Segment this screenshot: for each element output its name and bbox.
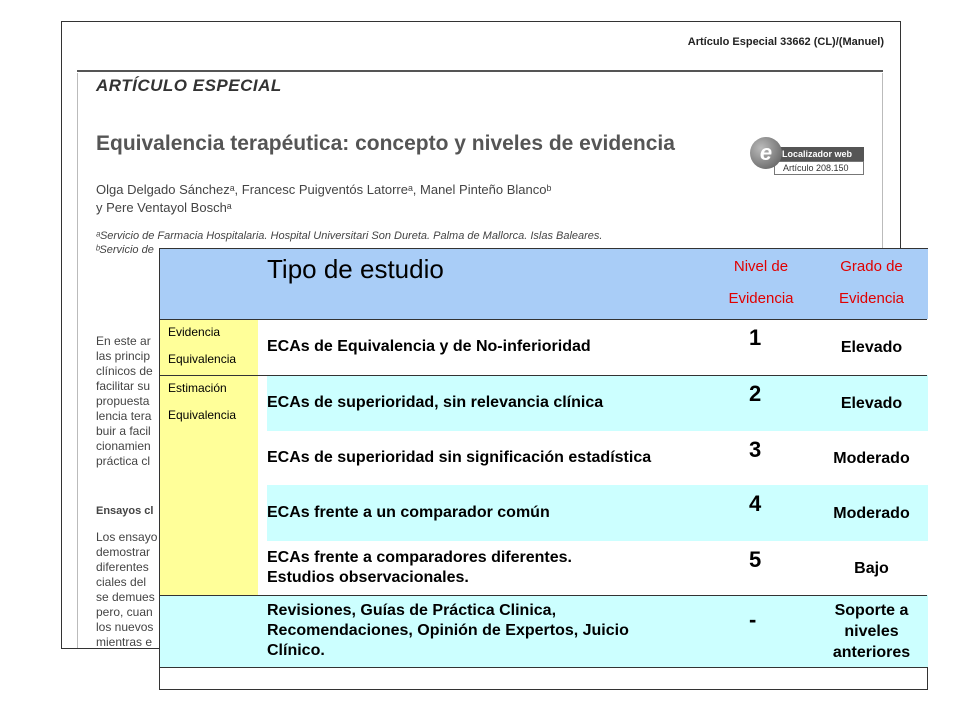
- section-label: ARTÍCULO ESPECIAL: [96, 76, 282, 95]
- article-body: [96, 530, 166, 649]
- table-row-6-grade: [815, 595, 928, 667]
- body-line: cionamien: [96, 439, 151, 453]
- table-row-1-study: [267, 319, 707, 375]
- affiliation-b: ᵇServicio de: [96, 244, 154, 256]
- header-line: Nivel de: [733, 258, 789, 275]
- body-line: se demues: [96, 590, 155, 604]
- header-rule: [77, 70, 883, 72]
- study-line: ECAs de superioridad sin significación estadística: [267, 449, 652, 466]
- body-line: propuesta: [96, 394, 150, 408]
- body-line: clínicos de: [96, 364, 153, 378]
- table-row-3-study: [267, 431, 707, 485]
- row-divider: [160, 319, 927, 320]
- category-evidencia-equivalencia: [160, 319, 258, 375]
- body-line: Los ensayo: [96, 530, 158, 544]
- header-line: Evidencia: [728, 290, 794, 307]
- web-locator-badge[interactable]: [750, 137, 866, 179]
- body-line: buir a facil: [96, 424, 151, 438]
- table-row-5-study: [267, 541, 707, 595]
- header-blank-cell: [160, 249, 267, 319]
- body-line: En este ar: [96, 334, 151, 348]
- header-line: Evidencia: [838, 290, 905, 307]
- row-divider: [160, 375, 927, 376]
- locator-e-icon: e: [750, 137, 782, 169]
- body-line: facilitar su: [96, 379, 151, 393]
- body-line: demostrar: [96, 545, 151, 559]
- body-line: las princip: [96, 349, 151, 363]
- category-gap: [258, 319, 267, 595]
- header-evidence-level: [707, 249, 815, 319]
- grade-line: anteriores: [832, 643, 911, 661]
- authors-line: Olga Delgado Sánchezᵃ, Francesc Puigventós Latorreᵃ, Manel Pinteño Blancoᵇ: [96, 182, 552, 197]
- grade-line: niveles: [844, 622, 899, 640]
- table-row-1-grade: Elevado: [815, 319, 928, 375]
- article-authors: [96, 181, 716, 217]
- category-line: Equivalencia: [168, 408, 237, 422]
- study-line: Clínico.: [267, 642, 325, 659]
- study-line: ECAs de superioridad, sin relevancia clínica: [267, 394, 604, 411]
- table-row-2-level: 2: [707, 375, 815, 431]
- study-line: Revisiones, Guías de Práctica Clinica,: [267, 602, 557, 619]
- table-row-5-grade: Bajo: [815, 541, 928, 595]
- study-line: ECAs frente a comparadores diferentes.: [267, 549, 572, 566]
- category-line: Estimación: [168, 381, 227, 395]
- article-reference: Artículo Especial 33662 (CL)/(Manuel): [687, 36, 884, 48]
- row-divider: [160, 595, 927, 596]
- body-line: diferentes: [96, 560, 149, 574]
- table-footer-row: [160, 667, 927, 689]
- table-row-6-level: -: [707, 595, 815, 667]
- header-line: Grado de: [840, 258, 903, 275]
- table-row-2-study: [267, 375, 707, 431]
- category-line: Equivalencia: [168, 352, 237, 366]
- header-study-type: Tipo de estudio: [267, 249, 707, 319]
- affiliation-a: ᵃServicio de Farmacia Hospitalaria. Hospital Universitari Son Dureta. Palma de Mallorca. Islas Baleares.: [96, 230, 603, 242]
- category-line: Evidencia: [168, 325, 221, 339]
- table-row-4-study: [267, 485, 707, 541]
- category-estimacion-equivalencia: [160, 375, 258, 595]
- locator-number: Artículo 208.150: [774, 161, 864, 175]
- body-line: práctica cl: [96, 454, 151, 468]
- table-row-4-grade: Moderado: [815, 485, 928, 541]
- body-line: pero, cuan: [96, 605, 153, 619]
- grade-line: Soporte a: [834, 601, 909, 619]
- article-title: Equivalencia terapéutica: concepto y niveles de evidencia: [96, 132, 675, 155]
- table-row-2-grade: Elevado: [815, 375, 928, 431]
- body-line: lencia tera: [96, 409, 152, 423]
- table-row-3-grade: Moderado: [815, 431, 928, 485]
- body-line: ciales del: [96, 575, 147, 589]
- evidence-levels-table: [159, 248, 928, 690]
- study-line: Estudios observacionales.: [267, 569, 469, 586]
- table-row-6-study: [267, 595, 707, 667]
- study-line: ECAs de Equivalencia y de No-inferioridad: [267, 338, 591, 355]
- row-divider: [160, 667, 927, 668]
- table-row-3-level: 3: [707, 431, 815, 485]
- body-line: los nuevos: [96, 620, 154, 634]
- article-abstract: [96, 334, 166, 469]
- body-line: mientras e: [96, 635, 153, 649]
- study-line: ECAs frente a un comparador común: [267, 504, 550, 521]
- table-row-5-level: 5: [707, 541, 815, 595]
- study-line: Recomendaciones, Opinión de Expertos, Juicio: [267, 622, 629, 639]
- table-row-1-level: 1: [707, 319, 815, 375]
- article-subheading: Ensayos cl: [96, 505, 154, 517]
- locator-label: Localizador web: [774, 147, 864, 161]
- table-row-4-level: 4: [707, 485, 815, 541]
- authors-line: y Pere Ventayol Boschᵃ: [96, 200, 232, 215]
- header-evidence-grade: [815, 249, 928, 319]
- category-blank: [160, 595, 267, 667]
